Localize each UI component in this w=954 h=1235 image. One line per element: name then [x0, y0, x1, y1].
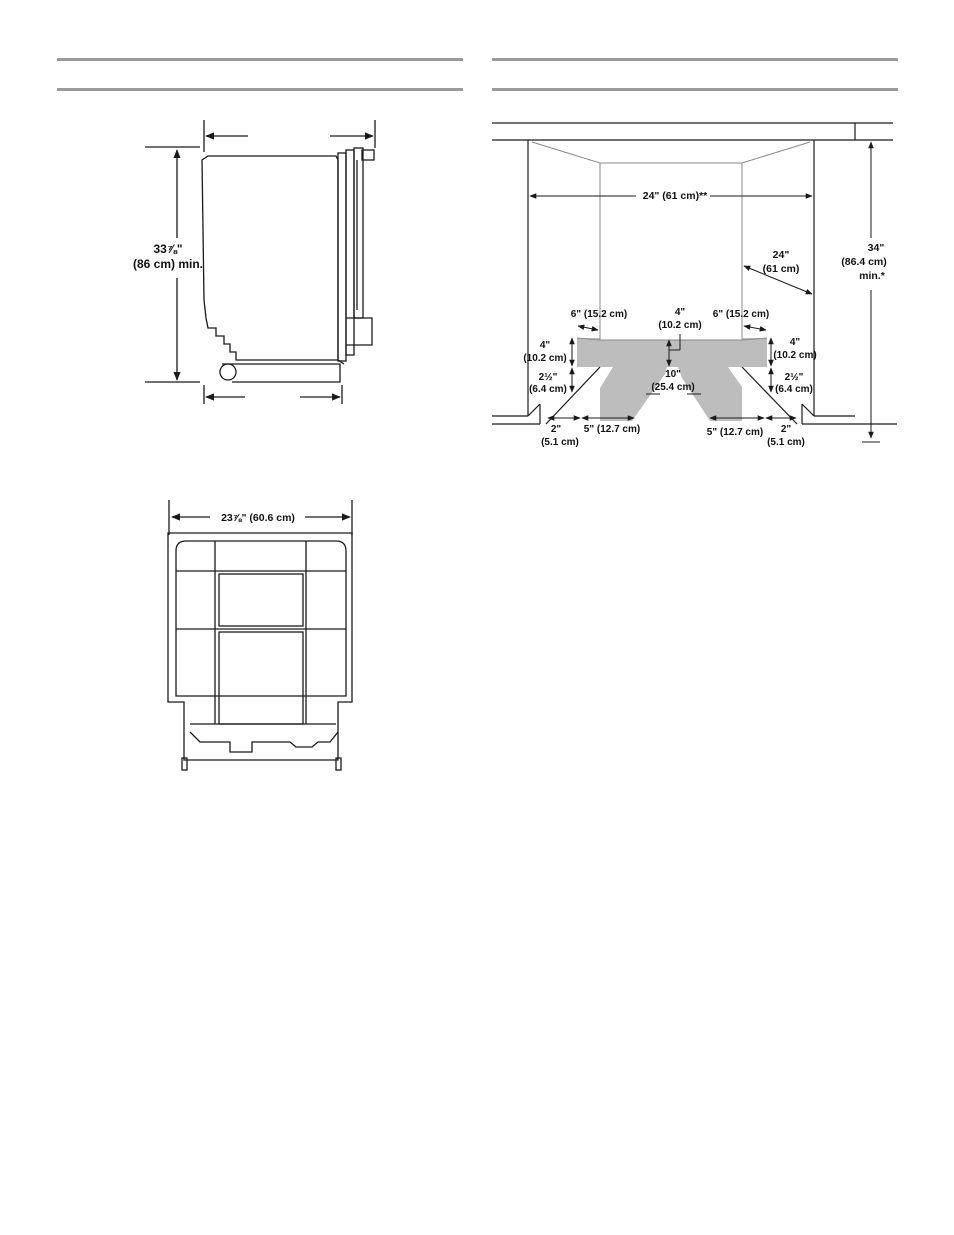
- opening-height-label-line1: 34": [867, 242, 885, 254]
- side-base: [222, 364, 340, 382]
- center-width-label-line1: 10": [665, 369, 681, 380]
- center-height-label-line2: (10.2 cm): [658, 320, 702, 331]
- right-floor-label-line1: 2½": [784, 372, 804, 383]
- front-view-diagram: [168, 500, 352, 770]
- left-edge-label-line2: (5.1 cm): [541, 437, 579, 448]
- shade-right-side: [742, 338, 767, 367]
- side-height-label-line2: (86 cm) min.: [132, 257, 204, 271]
- left-height-label-line1: 4": [539, 340, 551, 351]
- right-side-width-arrow: [744, 326, 766, 330]
- side-tub-outline: [202, 156, 338, 360]
- opening-depth-label-line1: 24": [772, 249, 790, 261]
- toe-kick-right: [802, 404, 814, 416]
- side-height-label-line1: 33⅞": [153, 242, 183, 256]
- center-height-label-line1: 4": [674, 307, 686, 318]
- opening-width-label: 24" (61 cm)**: [642, 190, 708, 202]
- back-wall-right-top: [742, 142, 810, 163]
- left-channel-label: 5" (12.7 cm): [583, 424, 641, 435]
- opening-height-label-line3: min.*: [859, 270, 885, 282]
- opening-height-label-line2: (86.4 cm): [841, 256, 887, 268]
- side-door-panel: [346, 150, 354, 355]
- right-height-label-line1: 4": [789, 337, 801, 348]
- right-height-label-line2: (10.2 cm): [773, 350, 817, 361]
- front-rack-cell-lower: [219, 632, 303, 724]
- side-door-bottom: [346, 318, 372, 345]
- right-channel-label: 5" (12.7 cm): [706, 427, 764, 438]
- front-tub-inner: [176, 541, 346, 696]
- left-side-width-arrow: [578, 326, 598, 330]
- side-door-handle: [362, 150, 374, 160]
- front-rack-cell-upper: [219, 574, 303, 626]
- right-edge-label-line2: (5.1 cm): [767, 437, 805, 448]
- left-side-width-label: 6" (15.2 cm): [570, 309, 628, 320]
- front-base-panel: [190, 732, 338, 752]
- center-width-label-line2: (25.4 cm): [651, 382, 695, 393]
- right-side-width-label: 6" (15.2 cm): [712, 309, 770, 320]
- left-height-label-line2: (10.2 cm): [523, 353, 567, 364]
- shade-center-strip: [600, 340, 742, 367]
- shade-left-side: [577, 338, 600, 367]
- opening-depth-label-line2: (61 cm): [762, 263, 800, 275]
- left-floor-label-line1: 2½": [538, 372, 558, 383]
- right-floor-label-line2: (6.4 cm): [775, 384, 813, 395]
- left-floor-label-line2: (6.4 cm): [529, 384, 567, 395]
- right-edge-label-line1: 2": [780, 424, 792, 435]
- side-door-outer: [354, 148, 363, 318]
- front-tub-outline: [168, 533, 352, 760]
- toe-kick-left: [528, 404, 540, 416]
- back-wall-left-top: [532, 142, 600, 163]
- left-edge-label-line1: 2": [550, 424, 562, 435]
- side-door-inner: [338, 153, 346, 361]
- side-leveling-leg: [220, 364, 236, 380]
- front-width-label: 23⅞" (60.6 cm): [221, 512, 295, 524]
